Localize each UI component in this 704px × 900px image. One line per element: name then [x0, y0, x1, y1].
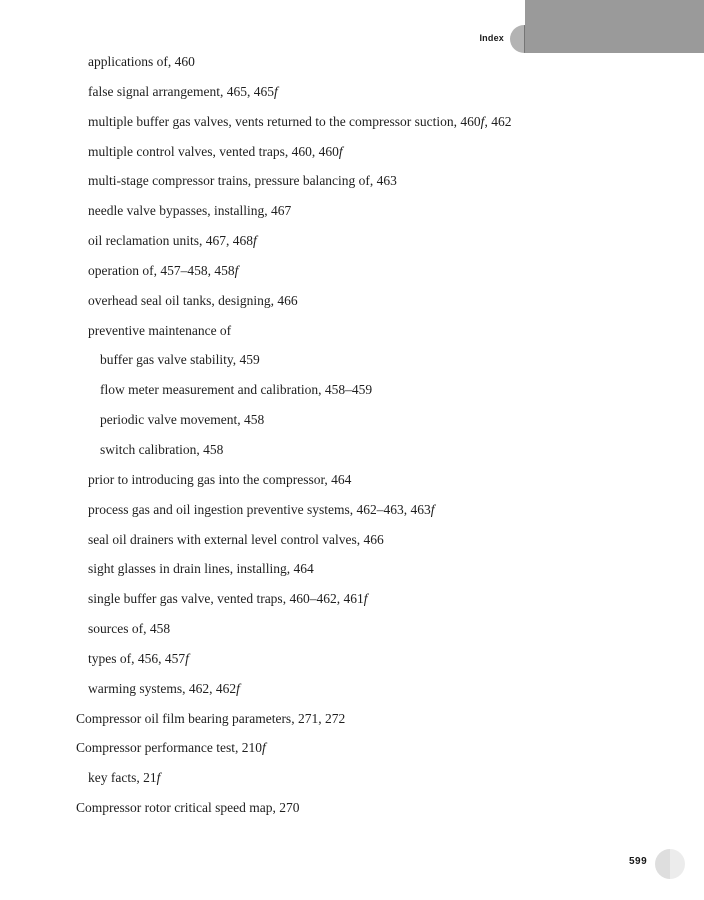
index-entry [0, 47, 704, 77]
entry-text: flow meter measurement and calibration, 458–459 [100, 382, 373, 398]
figure-suffix: f [252, 233, 257, 249]
figure-suffix: f [156, 770, 161, 786]
index-entry [0, 226, 704, 256]
index-entry [0, 674, 704, 704]
entry-text: multiple control valves, vented traps, 460, 460 [88, 143, 339, 159]
index-entry [0, 256, 704, 286]
entry-text: sources of, 458 [88, 621, 171, 637]
entry-text: warming systems, 462, 462 [88, 680, 237, 696]
entry-text: , 462 [484, 113, 512, 129]
header-bar-ornament [525, 0, 704, 53]
index-entry [0, 733, 704, 763]
index-entry [0, 704, 704, 734]
entry-text: key facts, 21 [88, 770, 157, 786]
entry-text: buffer gas valve stability, 459 [100, 352, 260, 368]
figure-suffix: f [363, 591, 368, 607]
index-entry [0, 137, 704, 167]
footer-circle-ornament [655, 849, 685, 879]
index-entry [0, 77, 704, 107]
entry-text: switch calibration, 458 [100, 441, 224, 457]
entry-text: types of, 456, 457 [88, 650, 186, 666]
entry-text: Compressor rotor critical speed map, 270 [76, 800, 300, 816]
entry-text: overhead seal oil tanks, designing, 466 [88, 292, 298, 308]
entry-text: process gas and oil ingestion preventive systems, 462–463, 463 [88, 501, 431, 517]
entry-text: false signal arrangement, 465, 465 [88, 83, 274, 99]
entry-text: needle valve bypasses, installing, 467 [88, 203, 292, 219]
figure-suffix: f [273, 83, 278, 99]
index-entry [0, 495, 704, 525]
entry-text: prior to introducing gas into the compressor, 464 [88, 471, 352, 487]
figure-suffix: f [338, 143, 343, 159]
index-entry [0, 465, 704, 495]
index-entry [0, 584, 704, 614]
index-entry [0, 345, 704, 375]
entry-text: sight glasses in drain lines, installing, 464 [88, 561, 314, 577]
entry-text: seal oil drainers with external level control valves, 466 [88, 531, 384, 547]
index-entry [0, 375, 704, 405]
figure-suffix: f [480, 113, 485, 129]
figure-suffix: f [234, 262, 239, 278]
index-entry [0, 196, 704, 226]
index-entry [0, 286, 704, 316]
index-entry [0, 525, 704, 555]
running-header-title: Index [479, 33, 504, 43]
index-entry [0, 644, 704, 674]
entry-text: multiple buffer gas valves, vents returned to the compressor suction, 460 [88, 113, 481, 129]
index-entry [0, 554, 704, 584]
entry-text: Compressor oil film bearing parameters, 271, 272 [76, 710, 346, 726]
page-number: 599 [629, 856, 648, 867]
index-entry [0, 435, 704, 465]
entry-text: oil reclamation units, 467, 468 [88, 233, 253, 249]
index-list [0, 47, 704, 823]
index-entry [0, 614, 704, 644]
index-entry [0, 793, 704, 823]
entry-text: Compressor performance test, 210 [76, 740, 262, 756]
entry-text: multi-stage compressor trains, pressure balancing of, 463 [88, 173, 397, 189]
figure-suffix: f [430, 501, 435, 517]
entry-text: single buffer gas valve, vented traps, 460–462, 461 [88, 591, 364, 607]
entry-text: periodic valve movement, 458 [100, 412, 265, 428]
index-entry [0, 405, 704, 435]
entry-text: applications of, 460 [88, 54, 195, 69]
index-entry [0, 107, 704, 137]
entry-text: operation of, 457–458, 458 [88, 262, 235, 278]
figure-suffix: f [185, 650, 189, 666]
figure-suffix: f [236, 680, 240, 696]
index-entry [0, 316, 704, 346]
index-entry [0, 166, 704, 196]
entry-text: preventive maintenance of [88, 322, 232, 338]
figure-suffix: f [261, 740, 266, 756]
index-entry [0, 763, 704, 793]
